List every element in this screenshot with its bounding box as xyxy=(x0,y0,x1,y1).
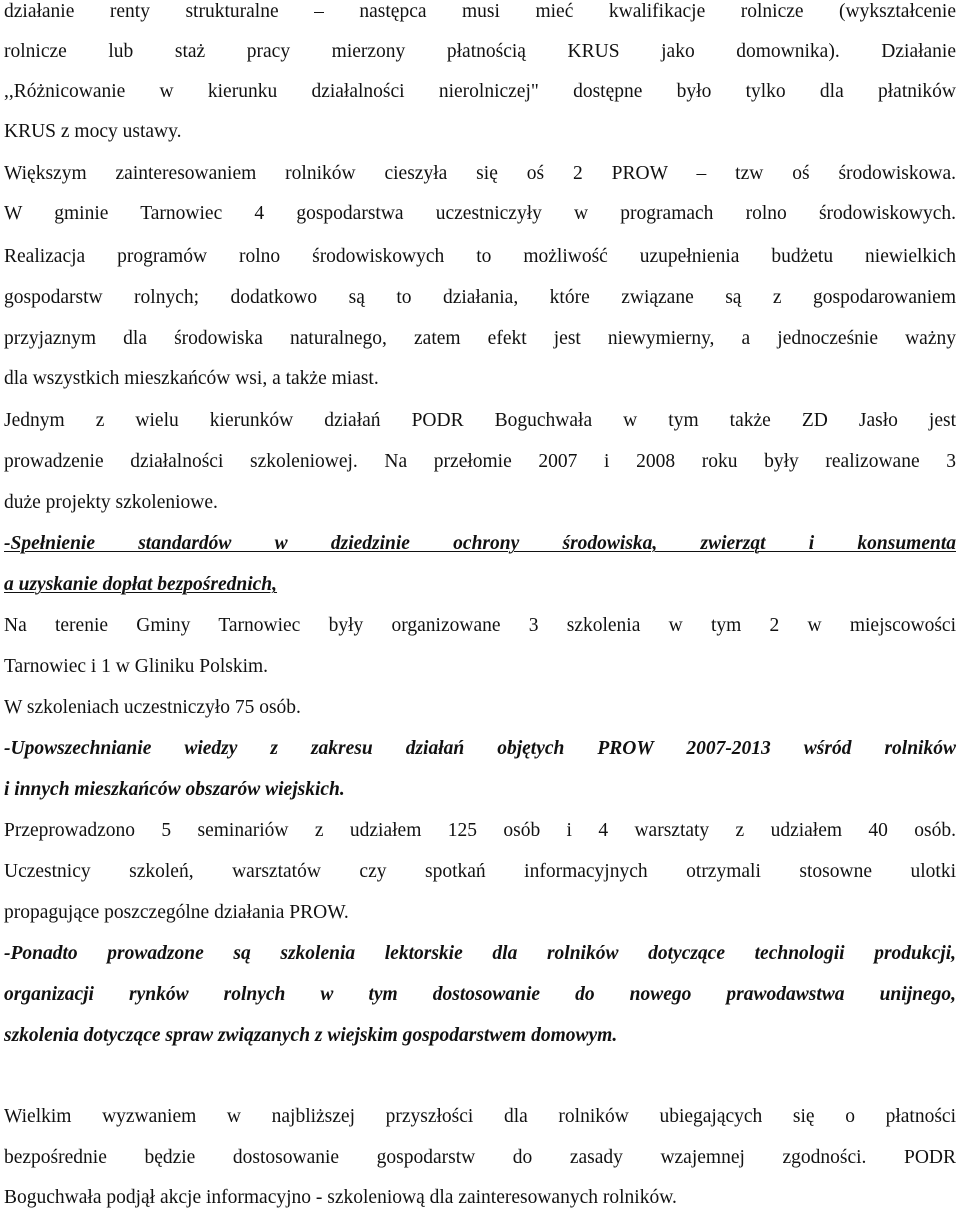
text-line: Większym zainteresowaniem rolników cieszyła się oś 2 PROW – tzw oś środowiskowa. xyxy=(4,163,956,184)
text-line: bezpośrednie będzie dostosowanie gospodarstw do zasady wzajemnej zgodności. PODR xyxy=(4,1147,956,1168)
text-line: W gminie Tarnowiec 4 gospodarstwa uczestniczyły w programach rolno środowiskowych. xyxy=(4,203,956,224)
text-line: Tarnowiec i 1 w Gliniku Polskim. xyxy=(4,656,269,677)
section-heading: -Spełnienie standardów w dziedzinie ochrony środowiska, zwierząt i konsumenta xyxy=(4,533,956,554)
text-line: dla wszystkich mieszkańców wsi, a także miast. xyxy=(4,368,379,389)
text-line: prowadzenie działalności szkoleniowej. Na przełomie 2007 i 2008 roku były realizowane 3 xyxy=(4,451,956,472)
text-line: Jednym z wielu kierunków działań PODR Boguchwała w tym także ZD Jasło jest xyxy=(4,410,956,431)
section-heading: organizacji rynków rolnych w tym dostosowanie do nowego prawodawstwa unijnego, xyxy=(4,984,956,1005)
section-heading: -Ponadto prowadzone są szkolenia lektorskie dla rolników dotyczące technologii produkcji, xyxy=(4,943,956,964)
text-line: Wielkim wyzwaniem w najbliższej przyszłości dla rolników ubiegających się o płatności xyxy=(4,1106,956,1127)
text-line: przyjaznym dla środowiska naturalnego, zatem efekt jest niewymierny, a jednocześnie ważny xyxy=(4,328,956,349)
text-line: gospodarstw rolnych; dodatkowo są to działania, które związane są z gospodarowaniem xyxy=(4,287,956,308)
section-heading: i innych mieszkańców obszarów wiejskich. xyxy=(4,779,345,800)
text-line: Na terenie Gminy Tarnowiec były organizowane 3 szkolenia w tym 2 w miejscowości xyxy=(4,615,956,636)
text-line: duże projekty szkoleniowe. xyxy=(4,492,218,513)
section-heading: szkolenia dotyczące spraw związanych z wiejskim gospodarstwem domowym. xyxy=(4,1025,618,1046)
text-line: propagujące poszczególne działania PROW. xyxy=(4,902,349,923)
section-heading: a uzyskanie dopłat bezpośrednich, xyxy=(4,574,278,595)
text-line: Realizacja programów rolno środowiskowych to możliwość uzupełnienia budżetu niewielkich xyxy=(4,246,956,267)
text-line: ,,Różnicowanie w kierunku działalności nierolniczej" dostępne było tylko dla płatników xyxy=(4,81,956,102)
text-line: działanie renty strukturalne – następca musi mieć kwalifikacje rolnicze (wykształcenie xyxy=(4,1,956,22)
text-line: KRUS z mocy ustawy. xyxy=(4,121,182,142)
text-line: W szkoleniach uczestniczyło 75 osób. xyxy=(4,697,301,718)
section-heading: -Upowszechnianie wiedzy z zakresu działań objętych PROW 2007-2013 wśród rolników xyxy=(4,738,956,759)
text-line: Przeprowadzono 5 seminariów z udziałem 125 osób i 4 warsztaty z udziałem 40 osób. xyxy=(4,820,956,841)
text-line: Boguchwała podjął akcje informacyjno - szkoleniową dla zainteresowanych rolników. xyxy=(4,1187,677,1208)
text-line: Uczestnicy szkoleń, warsztatów czy spotkań informacyjnych otrzymali stosowne ulotki xyxy=(4,861,956,882)
text-line: rolnicze lub staż pracy mierzony płatnością KRUS jako domownika). Działanie xyxy=(4,41,956,62)
